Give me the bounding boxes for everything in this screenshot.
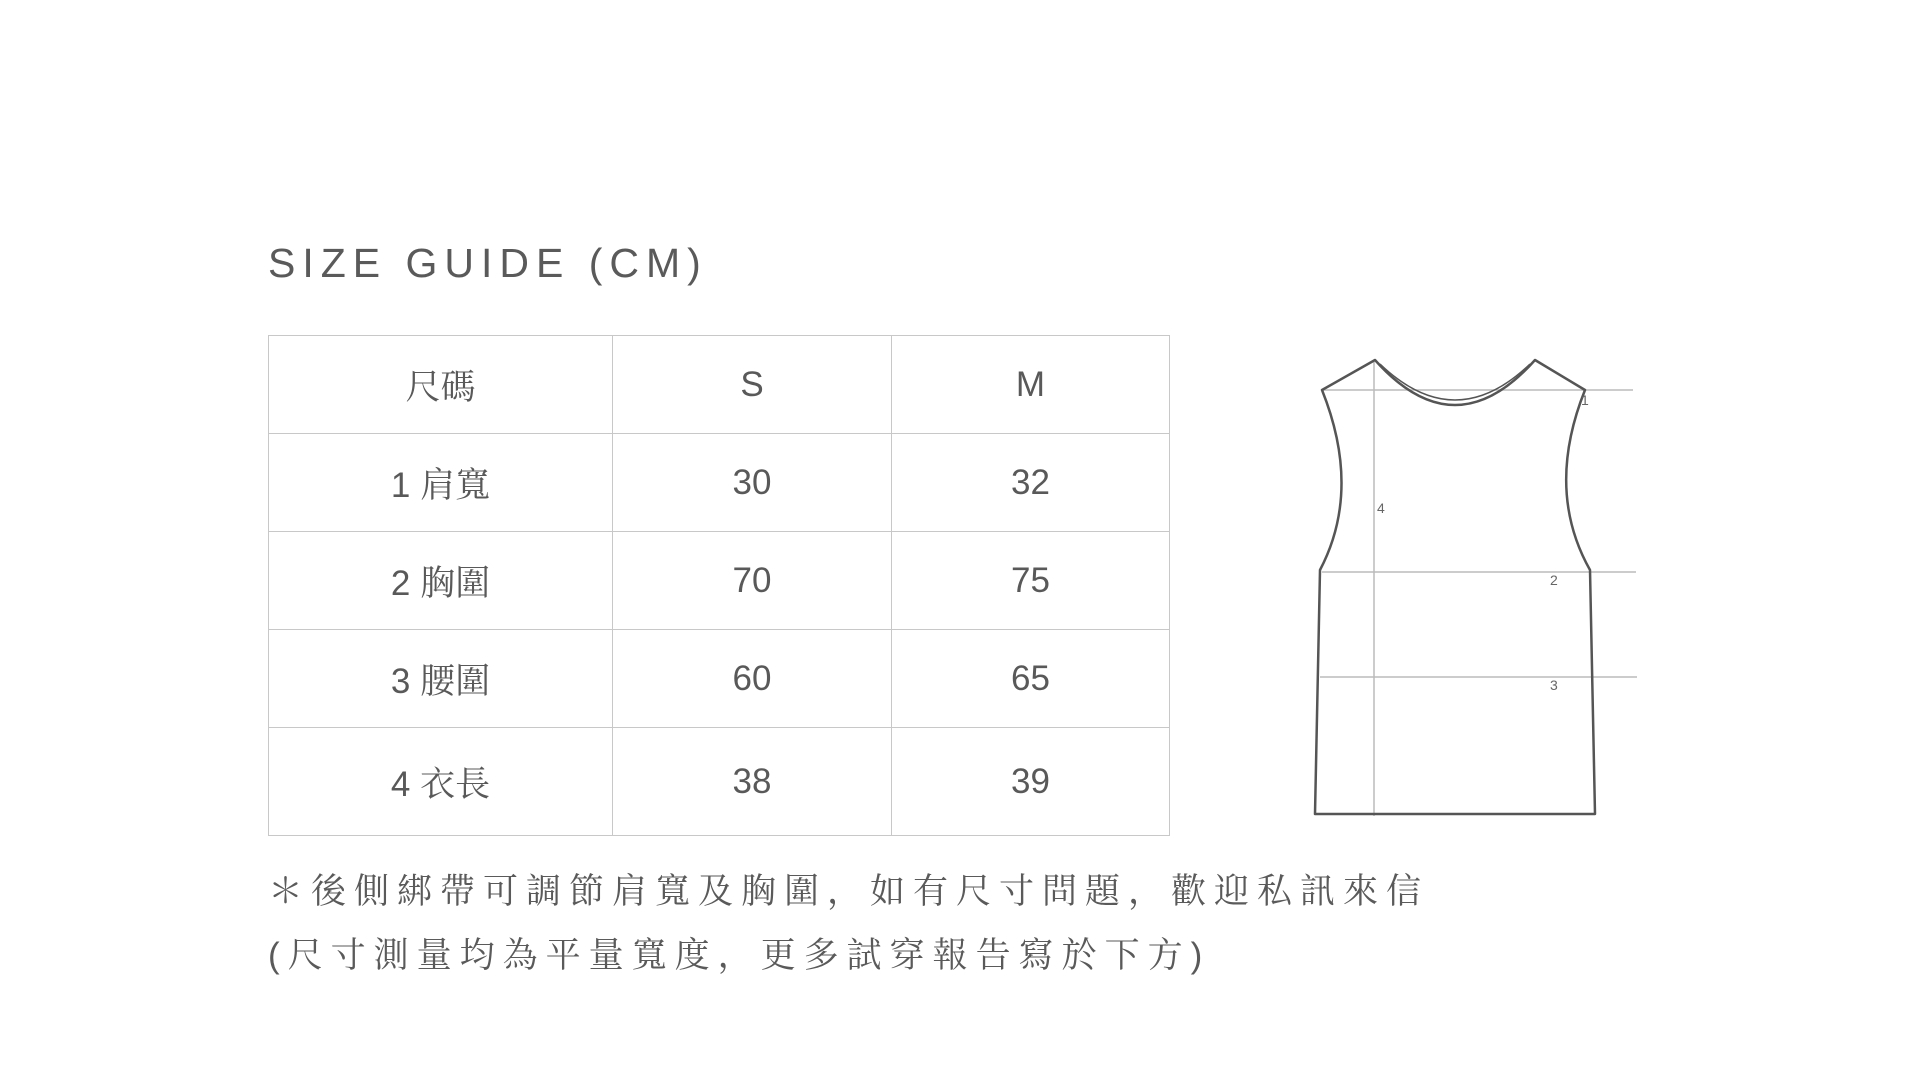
size-table [268, 335, 1170, 836]
label-3: 3 [1550, 677, 1558, 693]
table-row [269, 434, 1170, 532]
garment-diagram [1300, 350, 1640, 830]
cell-m: 75 [892, 532, 1170, 630]
notes [268, 860, 1429, 988]
neckline-inner [1380, 364, 1530, 400]
label-2: 2 [1550, 572, 1558, 588]
header-m: M [892, 336, 1170, 434]
header-size: 尺碼 [269, 336, 613, 434]
row-label: 1 肩寬 [269, 434, 613, 532]
row-label: 4 衣長 [269, 728, 613, 836]
label-4: 4 [1377, 500, 1385, 516]
cell-m: 39 [892, 728, 1170, 836]
table-row [269, 630, 1170, 728]
page-title: SIZE GUIDE (CM) [268, 240, 708, 286]
row-label: 2 胸圍 [269, 532, 613, 630]
row-label: 3 腰圍 [269, 630, 613, 728]
note-line-2: (尺寸測量均為平量寬度，更多試穿報告寫於下方) [268, 936, 1211, 975]
cell-s: 30 [613, 434, 892, 532]
cell-s: 60 [613, 630, 892, 728]
table-header-row [269, 336, 1170, 434]
table-row [269, 532, 1170, 630]
cell-m: 32 [892, 434, 1170, 532]
table-row [269, 728, 1170, 836]
note-line-1: ＊後側綁帶可調節肩寬及胸圍，如有尺寸問題，歡迎私訊來信 [268, 872, 1430, 911]
cell-s: 70 [613, 532, 892, 630]
header-s: S [613, 336, 892, 434]
cell-s: 38 [613, 728, 892, 836]
label-1: 1 [1581, 392, 1589, 408]
cell-m: 65 [892, 630, 1170, 728]
